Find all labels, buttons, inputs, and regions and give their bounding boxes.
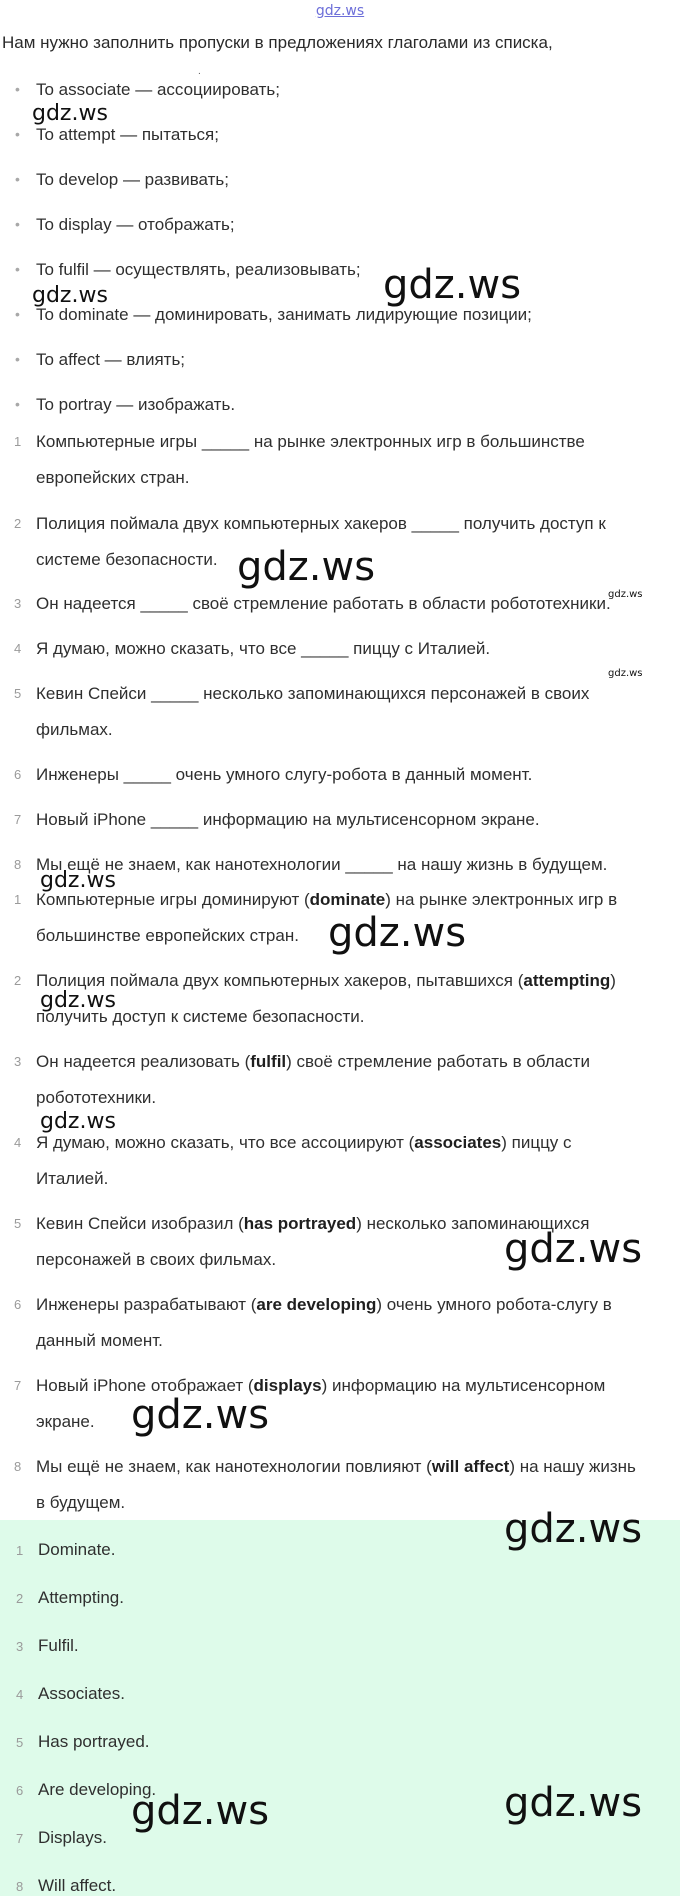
item-number: 2 bbox=[14, 973, 22, 988]
intro-text: Нам нужно заполнить пропуски в предложениях глаголами из списка, bbox=[2, 33, 553, 52]
answer-item bbox=[16, 1636, 79, 1656]
vocab-item bbox=[15, 305, 532, 325]
item-number: 3 bbox=[14, 1054, 22, 1069]
answer-item bbox=[16, 1876, 116, 1896]
watermark: gdz.ws bbox=[131, 1788, 270, 1834]
vocab-item bbox=[15, 170, 229, 190]
translation-text: Новый iPhone отображает (displays) информацию на мультисенсорном экране. bbox=[36, 1376, 606, 1431]
item-number: 6 bbox=[16, 1783, 24, 1798]
item-number: 1 bbox=[14, 434, 22, 449]
vocab-text: To attempt — пытаться; bbox=[36, 125, 219, 144]
bullet-marker: • bbox=[15, 81, 20, 97]
exercise-item bbox=[14, 802, 674, 838]
answer-word: fulfil bbox=[250, 1052, 287, 1071]
vocab-item bbox=[15, 350, 185, 370]
watermark: gdz.ws bbox=[40, 988, 116, 1013]
answer-word: dominate bbox=[309, 890, 386, 909]
translation-item bbox=[14, 1044, 654, 1116]
item-number: 2 bbox=[14, 516, 22, 531]
exercise-text: Новый iPhone _____ информацию на мультисенсорном экране. bbox=[36, 810, 540, 829]
item-number: 3 bbox=[16, 1639, 24, 1654]
item-number: 1 bbox=[16, 1543, 24, 1558]
translation-text: Я думаю, можно сказать, что все ассоциируют (associates) пиццу с Италией. bbox=[36, 1133, 572, 1188]
translation-text: Он надеется реализовать (fulfil) своё стремление работать в области робототехники. bbox=[36, 1052, 590, 1107]
item-number: 4 bbox=[14, 1135, 22, 1150]
translation-item bbox=[14, 1125, 634, 1197]
vocab-text: To fulfil — осуществлять, реализовывать; bbox=[36, 260, 361, 279]
answer-item bbox=[16, 1588, 124, 1608]
vocab-item bbox=[15, 125, 219, 145]
answers-block bbox=[0, 1520, 680, 1896]
translation-text: Кевин Спейси изобразил (has portrayed) несколько запоминающихся персонажей в своих фильмах. bbox=[36, 1214, 590, 1269]
item-number: 4 bbox=[14, 641, 22, 656]
item-number: 7 bbox=[16, 1831, 24, 1846]
bullet-marker: • bbox=[15, 216, 20, 232]
translation-text: Компьютерные игры доминируют (dominate) на рынке электронных игр в большинстве европейских стран. bbox=[36, 890, 618, 945]
answer-text: Will affect. bbox=[38, 1876, 117, 1895]
answer-word: displays bbox=[253, 1376, 322, 1395]
bullet-marker: • bbox=[15, 396, 20, 412]
vocab-text: To affect — влиять; bbox=[36, 350, 186, 369]
item-number: 8 bbox=[14, 857, 22, 872]
answer-item bbox=[16, 1684, 125, 1704]
translation-text: Инженеры разрабатывают (are developing) очень умного робота-слугу в данный момент. bbox=[36, 1295, 612, 1350]
watermark: gdz.ws bbox=[504, 1506, 643, 1552]
answer-text: Has portrayed. bbox=[38, 1732, 150, 1751]
answer-text: Fulfil. bbox=[38, 1636, 79, 1655]
answer-item bbox=[16, 1732, 150, 1752]
answer-text: Attempting. bbox=[38, 1588, 124, 1607]
exercise-text: Он надеется _____ своё стремление работать в области робототехники. bbox=[36, 594, 611, 613]
exercise-text: Компьютерные игры _____ на рынке электронных игр в большинстве европейских стран. bbox=[36, 432, 585, 487]
translation-text: Мы ещё не знаем, как нанотехнологии повлияют (will affect) на нашу жизнь в будущем. bbox=[36, 1457, 636, 1512]
answer-item bbox=[16, 1540, 115, 1560]
watermark: gdz.ws bbox=[237, 544, 376, 590]
answer-word: attempting bbox=[523, 971, 611, 990]
item-number: 6 bbox=[14, 767, 22, 782]
answer-word: are developing bbox=[256, 1295, 377, 1314]
answer-word: associates bbox=[414, 1133, 502, 1152]
watermark: gdz.ws bbox=[40, 1109, 116, 1134]
exercise-text: Инженеры _____ очень умного слугу-робота в данный момент. bbox=[36, 765, 533, 784]
item-number: 8 bbox=[14, 1459, 22, 1474]
item-number: 2 bbox=[16, 1591, 24, 1606]
watermark: gdz.ws bbox=[608, 668, 643, 679]
watermark: gdz.ws bbox=[504, 1226, 643, 1272]
exercise-item bbox=[14, 586, 674, 622]
answer-text: Associates. bbox=[38, 1684, 125, 1703]
item-number: 3 bbox=[14, 596, 22, 611]
watermark: gdz.ws bbox=[32, 283, 108, 308]
stray-dot: . bbox=[198, 66, 201, 77]
answer-text: Dominate. bbox=[38, 1540, 116, 1559]
top-watermark: gdz.ws bbox=[315, 3, 365, 19]
watermark: gdz.ws bbox=[32, 101, 108, 126]
exercise-item bbox=[14, 424, 634, 496]
item-number: 5 bbox=[14, 686, 22, 701]
item-number: 8 bbox=[16, 1879, 24, 1894]
exercise-text: Я думаю, можно сказать, что все _____ пиццу с Италией. bbox=[36, 639, 491, 658]
exercise-text: Кевин Спейси _____ несколько запоминающихся персонажей в своих фильмах. bbox=[36, 684, 590, 739]
answer-item bbox=[16, 1828, 107, 1848]
vocab-text: To associate — ассоциировать; bbox=[36, 80, 280, 99]
item-number: 5 bbox=[16, 1735, 24, 1750]
watermark: gdz.ws bbox=[504, 1780, 643, 1826]
bullet-marker: • bbox=[15, 351, 20, 367]
vocab-item bbox=[15, 215, 235, 235]
exercise-item bbox=[14, 676, 654, 748]
watermark: gdz.ws bbox=[131, 1392, 270, 1438]
answer-word: has portrayed bbox=[243, 1214, 357, 1233]
watermark: gdz.ws bbox=[40, 868, 116, 893]
exercise-item bbox=[14, 631, 674, 667]
watermark: gdz.ws bbox=[328, 910, 467, 956]
item-number: 6 bbox=[14, 1297, 22, 1312]
vocab-item bbox=[15, 395, 235, 415]
vocab-text: To dominate — доминировать, занимать лидирующие позиции; bbox=[36, 305, 532, 324]
vocab-text: To develop — развивать; bbox=[36, 170, 230, 189]
watermark: gdz.ws bbox=[608, 589, 643, 600]
exercise-text: Мы ещё не знаем, как нанотехнологии _____ на нашу жизнь в будущем. bbox=[36, 855, 608, 874]
item-number: 4 bbox=[16, 1687, 24, 1702]
translation-text: Полиция поймала двух компьютерных хакеров, пытавшихся (attempting) получить доступ к системе безопасности. bbox=[36, 971, 616, 1026]
translation-item bbox=[14, 1287, 674, 1359]
exercise-item bbox=[14, 757, 674, 793]
exercise-text: Полиция поймала двух компьютерных хакеров _____ получить доступ к системе безопасности. bbox=[36, 514, 606, 569]
item-number: 7 bbox=[14, 812, 22, 827]
bullet-marker: • bbox=[15, 306, 20, 322]
item-number: 5 bbox=[14, 1216, 22, 1231]
translation-item bbox=[14, 1368, 654, 1440]
answer-text: Displays. bbox=[38, 1828, 107, 1847]
bullet-marker: • bbox=[15, 126, 20, 142]
vocab-item bbox=[15, 80, 280, 100]
bullet-marker: • bbox=[15, 261, 20, 277]
vocab-text: To portray — изображать. bbox=[36, 395, 236, 414]
item-number: 1 bbox=[14, 892, 22, 907]
bullet-marker: • bbox=[15, 171, 20, 187]
item-number: 7 bbox=[14, 1378, 22, 1393]
vocab-text: To display — отображать; bbox=[36, 215, 235, 234]
answer-word: will affect bbox=[431, 1457, 510, 1476]
answer-text: Are developing. bbox=[38, 1780, 157, 1799]
watermark: gdz.ws bbox=[383, 262, 522, 308]
vocab-item bbox=[15, 260, 361, 280]
